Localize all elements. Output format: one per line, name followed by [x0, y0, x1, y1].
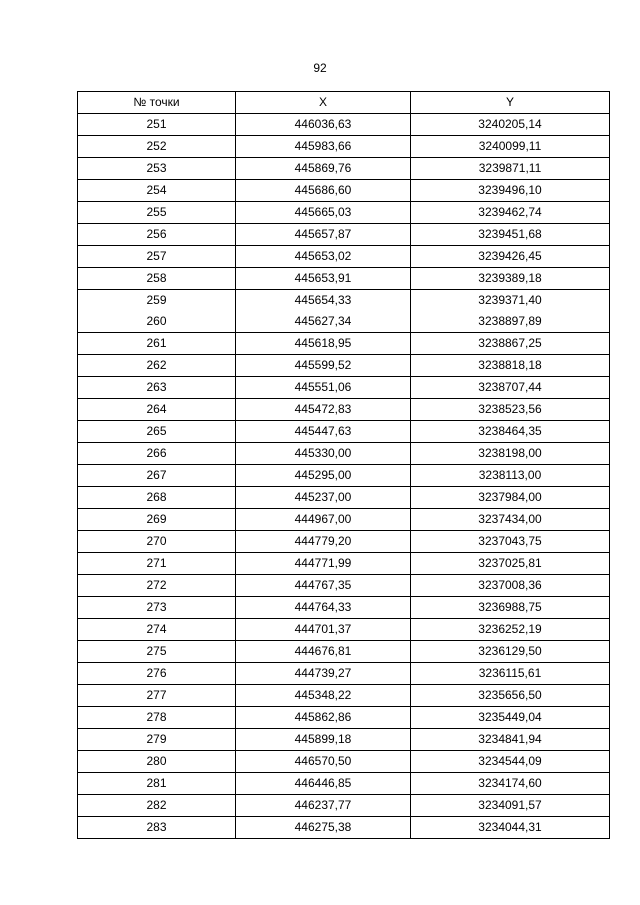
- y-cell: 3237434,00: [411, 509, 610, 531]
- point-number-cell: 261: [78, 333, 236, 355]
- y-cell: 3236129,50: [411, 641, 610, 663]
- table-row: [78, 663, 610, 685]
- y-cell: 3237025,81: [411, 553, 610, 575]
- y-cell: 3237984,00: [411, 487, 610, 509]
- y-cell: 3234044,31: [411, 817, 610, 839]
- y-cell: 3235449,04: [411, 707, 610, 729]
- point-number-cell: 252: [78, 136, 236, 158]
- x-cell: 444967,00: [236, 509, 411, 531]
- y-cell: 3239496,10: [411, 180, 610, 202]
- y-cell: 3238464,35: [411, 421, 610, 443]
- y-cell: 3238867,25: [411, 333, 610, 355]
- point-number-cell: 265: [78, 421, 236, 443]
- table-row: [78, 707, 610, 729]
- coordinates-table: [77, 91, 610, 839]
- table-row: [78, 202, 610, 224]
- table-row: [78, 531, 610, 553]
- table-row: [78, 487, 610, 509]
- table-row: [78, 136, 610, 158]
- table-row: [78, 246, 610, 268]
- point-number-cell: 283: [78, 817, 236, 839]
- x-cell: 445657,87: [236, 224, 411, 246]
- x-cell: 444779,20: [236, 531, 411, 553]
- table-row: [78, 509, 610, 531]
- table-row: [78, 795, 610, 817]
- x-cell: 444676,81: [236, 641, 411, 663]
- y-cell: 3239371,40: [411, 290, 610, 312]
- table-row: [78, 773, 610, 795]
- table-row: [78, 114, 610, 136]
- point-number-cell: 251: [78, 114, 236, 136]
- x-cell: 445551,06: [236, 377, 411, 399]
- table-body: [78, 114, 610, 839]
- y-cell: 3240099,11: [411, 136, 610, 158]
- table-row: [78, 333, 610, 355]
- point-number-cell: 282: [78, 795, 236, 817]
- point-number-cell: 267: [78, 465, 236, 487]
- x-cell: 445618,95: [236, 333, 411, 355]
- x-cell: 445599,52: [236, 355, 411, 377]
- table-row: [78, 597, 610, 619]
- y-cell: 3238707,44: [411, 377, 610, 399]
- table-row: [78, 685, 610, 707]
- table-row: [78, 443, 610, 465]
- x-cell: 445686,60: [236, 180, 411, 202]
- point-number-cell: 274: [78, 619, 236, 641]
- table-row: [78, 619, 610, 641]
- x-cell: 446275,38: [236, 817, 411, 839]
- y-cell: 3238523,56: [411, 399, 610, 421]
- y-cell: 3235656,50: [411, 685, 610, 707]
- y-cell: 3236115,61: [411, 663, 610, 685]
- table-row: [78, 641, 610, 663]
- point-number-cell: 255: [78, 202, 236, 224]
- x-cell: 445869,76: [236, 158, 411, 180]
- x-cell: 444767,35: [236, 575, 411, 597]
- point-number-cell: 260: [78, 311, 236, 333]
- point-number-cell: 269: [78, 509, 236, 531]
- table-row: [78, 465, 610, 487]
- point-number-cell: 272: [78, 575, 236, 597]
- header-x: X: [236, 92, 411, 114]
- x-cell: 444764,33: [236, 597, 411, 619]
- y-cell: 3234174,60: [411, 773, 610, 795]
- point-number-cell: 275: [78, 641, 236, 663]
- point-number-cell: 280: [78, 751, 236, 773]
- point-number-cell: 258: [78, 268, 236, 290]
- table-row: [78, 399, 610, 421]
- point-number-cell: 279: [78, 729, 236, 751]
- table-row: [78, 268, 610, 290]
- x-cell: 445472,83: [236, 399, 411, 421]
- x-cell: 445983,66: [236, 136, 411, 158]
- point-number-cell: 271: [78, 553, 236, 575]
- x-cell: 445627,34: [236, 311, 411, 333]
- x-cell: 445665,03: [236, 202, 411, 224]
- page-number: 92: [313, 61, 327, 75]
- table-row: [78, 311, 610, 333]
- point-number-cell: 253: [78, 158, 236, 180]
- x-cell: 445653,91: [236, 268, 411, 290]
- x-cell: 445447,63: [236, 421, 411, 443]
- point-number-cell: 268: [78, 487, 236, 509]
- table-row: [78, 817, 610, 839]
- point-number-cell: 278: [78, 707, 236, 729]
- point-number-cell: 273: [78, 597, 236, 619]
- y-cell: 3239451,68: [411, 224, 610, 246]
- table-header-row: [78, 92, 610, 114]
- x-cell: 446237,77: [236, 795, 411, 817]
- table-row: [78, 355, 610, 377]
- table-row: [78, 751, 610, 773]
- y-cell: 3234091,57: [411, 795, 610, 817]
- x-cell: 444701,37: [236, 619, 411, 641]
- table-row: [78, 224, 610, 246]
- point-number-cell: 262: [78, 355, 236, 377]
- header-point-number: № точки: [78, 92, 236, 114]
- x-cell: 445295,00: [236, 465, 411, 487]
- y-cell: 3236252,19: [411, 619, 610, 641]
- point-number-cell: 270: [78, 531, 236, 553]
- y-cell: 3239462,74: [411, 202, 610, 224]
- y-cell: 3238897,89: [411, 311, 610, 333]
- point-number-cell: 277: [78, 685, 236, 707]
- x-cell: 445330,00: [236, 443, 411, 465]
- y-cell: 3238818,18: [411, 355, 610, 377]
- y-cell: 3239389,18: [411, 268, 610, 290]
- y-cell: 3239871,11: [411, 158, 610, 180]
- x-cell: 446570,50: [236, 751, 411, 773]
- point-number-cell: 264: [78, 399, 236, 421]
- table-row: [78, 180, 610, 202]
- point-number-cell: 276: [78, 663, 236, 685]
- point-number-cell: 256: [78, 224, 236, 246]
- point-number-cell: 281: [78, 773, 236, 795]
- y-cell: 3234544,09: [411, 751, 610, 773]
- y-cell: 3238113,00: [411, 465, 610, 487]
- table-row: [78, 575, 610, 597]
- x-cell: 445862,86: [236, 707, 411, 729]
- point-number-cell: 254: [78, 180, 236, 202]
- y-cell: 3237008,36: [411, 575, 610, 597]
- x-cell: 444739,27: [236, 663, 411, 685]
- y-cell: 3238198,00: [411, 443, 610, 465]
- table-row: [78, 158, 610, 180]
- table-row: [78, 729, 610, 751]
- y-cell: 3240205,14: [411, 114, 610, 136]
- y-cell: 3236988,75: [411, 597, 610, 619]
- x-cell: 446036,63: [236, 114, 411, 136]
- x-cell: 444771,99: [236, 553, 411, 575]
- x-cell: 445237,00: [236, 487, 411, 509]
- header-y: Y: [411, 92, 610, 114]
- y-cell: 3239426,45: [411, 246, 610, 268]
- point-number-cell: 266: [78, 443, 236, 465]
- x-cell: 445654,33: [236, 290, 411, 312]
- point-number-cell: 259: [78, 290, 236, 312]
- table-row: [78, 377, 610, 399]
- point-number-cell: 263: [78, 377, 236, 399]
- x-cell: 445348,22: [236, 685, 411, 707]
- y-cell: 3237043,75: [411, 531, 610, 553]
- y-cell: 3234841,94: [411, 729, 610, 751]
- point-number-cell: 257: [78, 246, 236, 268]
- table-row: [78, 421, 610, 443]
- table-row: [78, 553, 610, 575]
- table-row: [78, 290, 610, 312]
- x-cell: 445899,18: [236, 729, 411, 751]
- x-cell: 446446,85: [236, 773, 411, 795]
- x-cell: 445653,02: [236, 246, 411, 268]
